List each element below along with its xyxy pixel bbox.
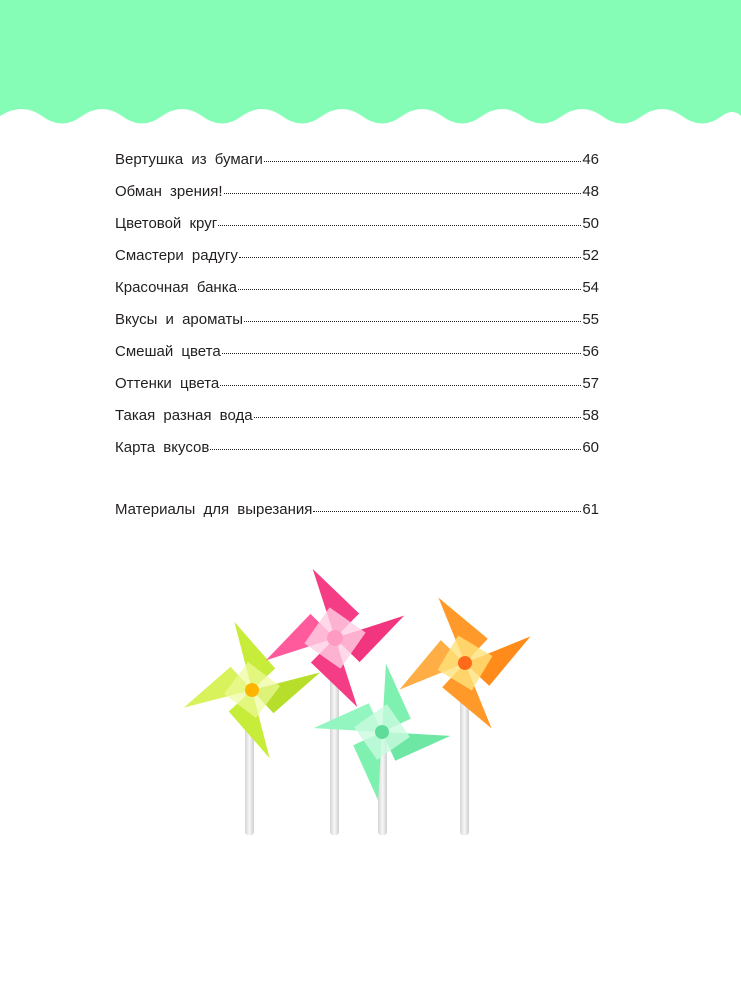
dot-leader (210, 448, 581, 450)
toc-entry-title: Оттенки цвета (115, 375, 220, 392)
dot-leader (220, 384, 581, 386)
toc-entry-page: 50 (582, 215, 599, 232)
toc-entry-page: 58 (582, 407, 599, 424)
toc-entry[interactable] (115, 215, 599, 247)
toc-entry[interactable] (115, 375, 599, 407)
toc-entry-title: Вкусы и ароматы (115, 311, 244, 328)
toc-entry-page: 55 (582, 311, 599, 328)
toc-entry-page: 60 (582, 439, 599, 456)
toc-entry[interactable] (115, 439, 599, 471)
toc-entry-appendix[interactable] (115, 501, 599, 533)
toc-entry[interactable] (115, 407, 599, 439)
toc-entry-title: Материалы для вырезания (115, 501, 313, 518)
toc-entry[interactable] (115, 247, 599, 279)
dot-leader (254, 416, 582, 418)
dot-leader (224, 192, 582, 194)
pinwheels-illustration (180, 560, 540, 850)
toc-entry-title: Красочная банка (115, 279, 237, 296)
toc-entry-page: 57 (582, 375, 599, 392)
toc-entry-page: 48 (582, 183, 599, 200)
dot-leader (264, 160, 581, 162)
dot-leader (239, 256, 581, 258)
toc-entry[interactable] (115, 279, 599, 311)
dot-leader (313, 510, 581, 512)
table-of-contents (115, 151, 599, 533)
toc-entry[interactable] (115, 151, 599, 183)
toc-entry-title: Обман зрения! (115, 183, 223, 200)
dot-leader (244, 320, 581, 322)
dot-leader (238, 288, 581, 290)
toc-entry[interactable] (115, 183, 599, 215)
toc-entry-page: 46 (582, 151, 599, 168)
toc-entry-page: 54 (582, 279, 599, 296)
toc-entry-page: 61 (582, 501, 599, 518)
dot-leader (218, 224, 581, 226)
toc-entry-title: Смешай цвета (115, 343, 221, 360)
wavy-header-shape (0, 0, 741, 124)
toc-entry-title: Карта вкусов (115, 439, 210, 456)
dot-leader (222, 352, 582, 354)
toc-entry-page: 56 (582, 343, 599, 360)
toc-entry[interactable] (115, 343, 599, 375)
toc-entry[interactable] (115, 311, 599, 343)
toc-entry-title: Цветовой круг (115, 215, 218, 232)
toc-entry-page: 52 (582, 247, 599, 264)
toc-entry-title: Такая разная вода (115, 407, 253, 424)
header-band (0, 0, 741, 140)
toc-entry-title: Смастери радугу (115, 247, 238, 264)
toc-entry-title: Вертушка из бумаги (115, 151, 263, 168)
